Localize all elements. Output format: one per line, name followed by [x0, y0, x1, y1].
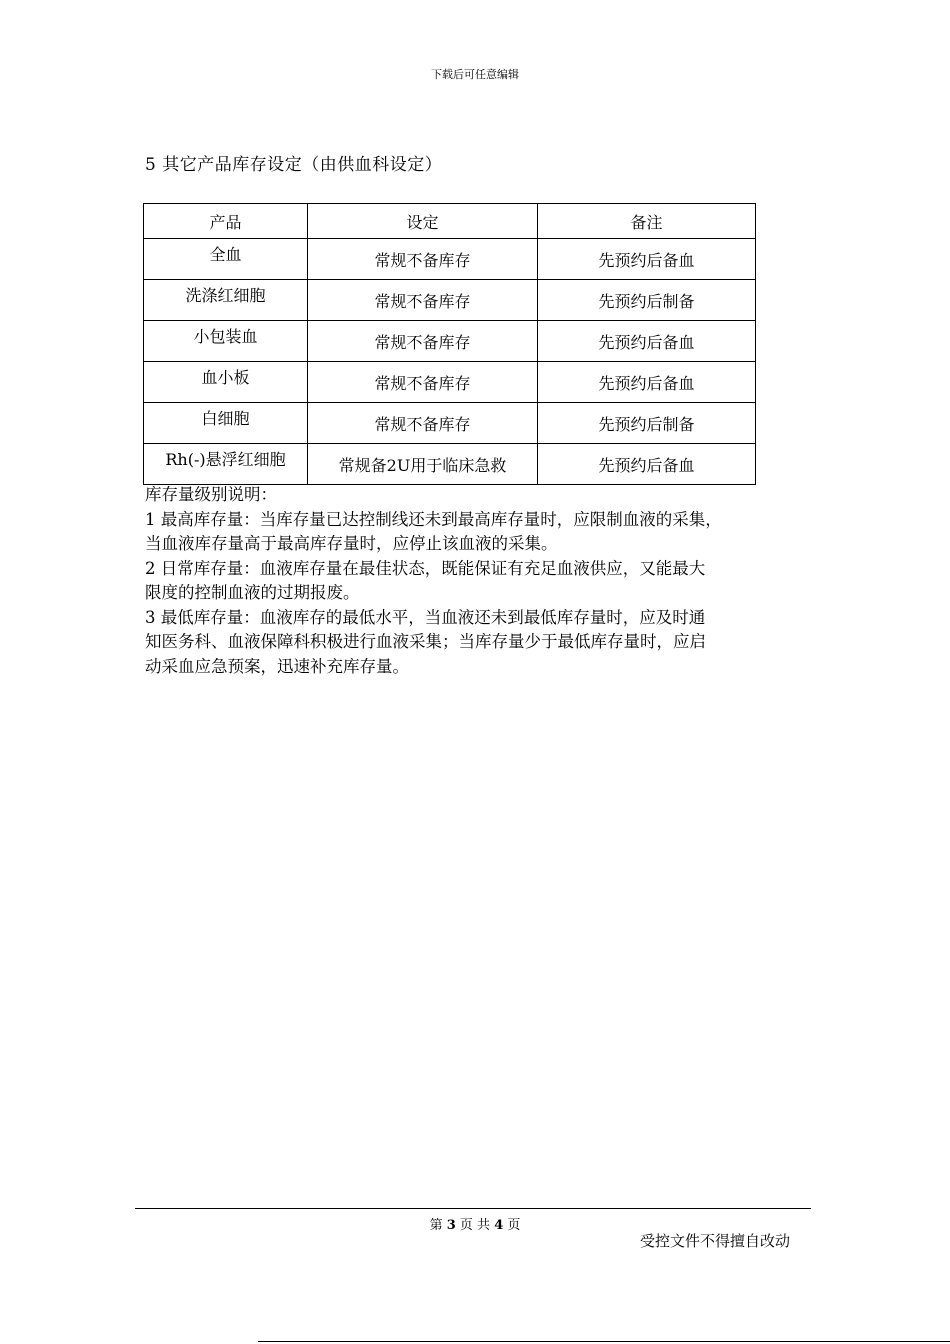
inventory-level-notes: [145, 483, 825, 679]
column-header-remark: 备注: [538, 204, 756, 239]
cell-product: 白细胞: [144, 403, 308, 444]
table-row: [144, 321, 756, 362]
cell-remark: 先预约后备血: [538, 444, 756, 485]
page-suffix: 页: [507, 1218, 521, 1233]
bottom-divider: [258, 1341, 950, 1342]
notes-line: 当血液库存量高于最高库存量时，应停止该血液的采集。: [145, 534, 558, 553]
cell-setting: 常规不备库存: [308, 321, 538, 362]
cell-remark: 先预约后制备: [538, 403, 756, 444]
page-middle: 页 共: [459, 1218, 491, 1233]
table-header-row: [144, 204, 756, 239]
cell-product: 血小板: [144, 362, 308, 403]
table-row: [144, 362, 756, 403]
notes-line: 1 最高库存量：当库存量已达控制线还未到最高库存量时，应限制血液的采集，: [145, 509, 722, 529]
cell-remark: 先预约后备血: [538, 362, 756, 403]
section-title: 5 其它产品库存设定（由供血科设定）: [145, 155, 443, 175]
table-row: [144, 444, 756, 485]
cell-product: 全血: [144, 239, 308, 280]
table-row: [144, 280, 756, 321]
header-note: 下载后可任意编辑: [431, 68, 519, 81]
notes-line: 知医务科、血液保障科积极进行血液采集；当库存量少于最低库存量时，应启: [145, 632, 706, 651]
cell-setting: 常规不备库存: [308, 239, 538, 280]
footer-divider: [135, 1208, 811, 1209]
inventory-table: [143, 203, 756, 485]
notes-heading: 库存量级别说明：: [145, 485, 277, 504]
notes-line: 3 最低库存量：血液库存的最低水平，当血液还未到最低库存量时，应及时通: [145, 607, 706, 627]
page-current: 3: [446, 1218, 456, 1233]
table-row: [144, 239, 756, 280]
cell-remark: 先预约后制备: [538, 280, 756, 321]
cell-remark: 先预约后备血: [538, 239, 756, 280]
controlled-document-note: 受控文件不得擅自改动: [640, 1232, 791, 1250]
column-header-product: 产品: [144, 204, 308, 239]
notes-line: 动采血应急预案，迅速补充库存量。: [145, 656, 409, 676]
cell-product: Rh(-)悬浮红细胞: [144, 444, 308, 485]
cell-product: 小包装血: [144, 321, 308, 362]
notes-line: 限度的控制血液的过期报废。: [145, 583, 360, 602]
column-header-setting: 设定: [308, 204, 538, 239]
table-row: [144, 403, 756, 444]
cell-setting: 常规不备库存: [308, 280, 538, 321]
page-number: [0, 1214, 950, 1233]
cell-product: 洗涤红细胞: [144, 280, 308, 321]
cell-setting: 常规不备库存: [308, 403, 538, 444]
notes-line: 2 日常库存量：血液库存量在最佳状态，既能保证有充足血液供应，又能最大: [145, 558, 706, 578]
cell-setting: 常规不备库存: [308, 362, 538, 403]
cell-setting: 常规备2U用于临床急救: [308, 444, 538, 485]
cell-remark: 先预约后备血: [538, 321, 756, 362]
page-prefix: 第: [429, 1218, 443, 1233]
page-total: 4: [494, 1218, 504, 1233]
